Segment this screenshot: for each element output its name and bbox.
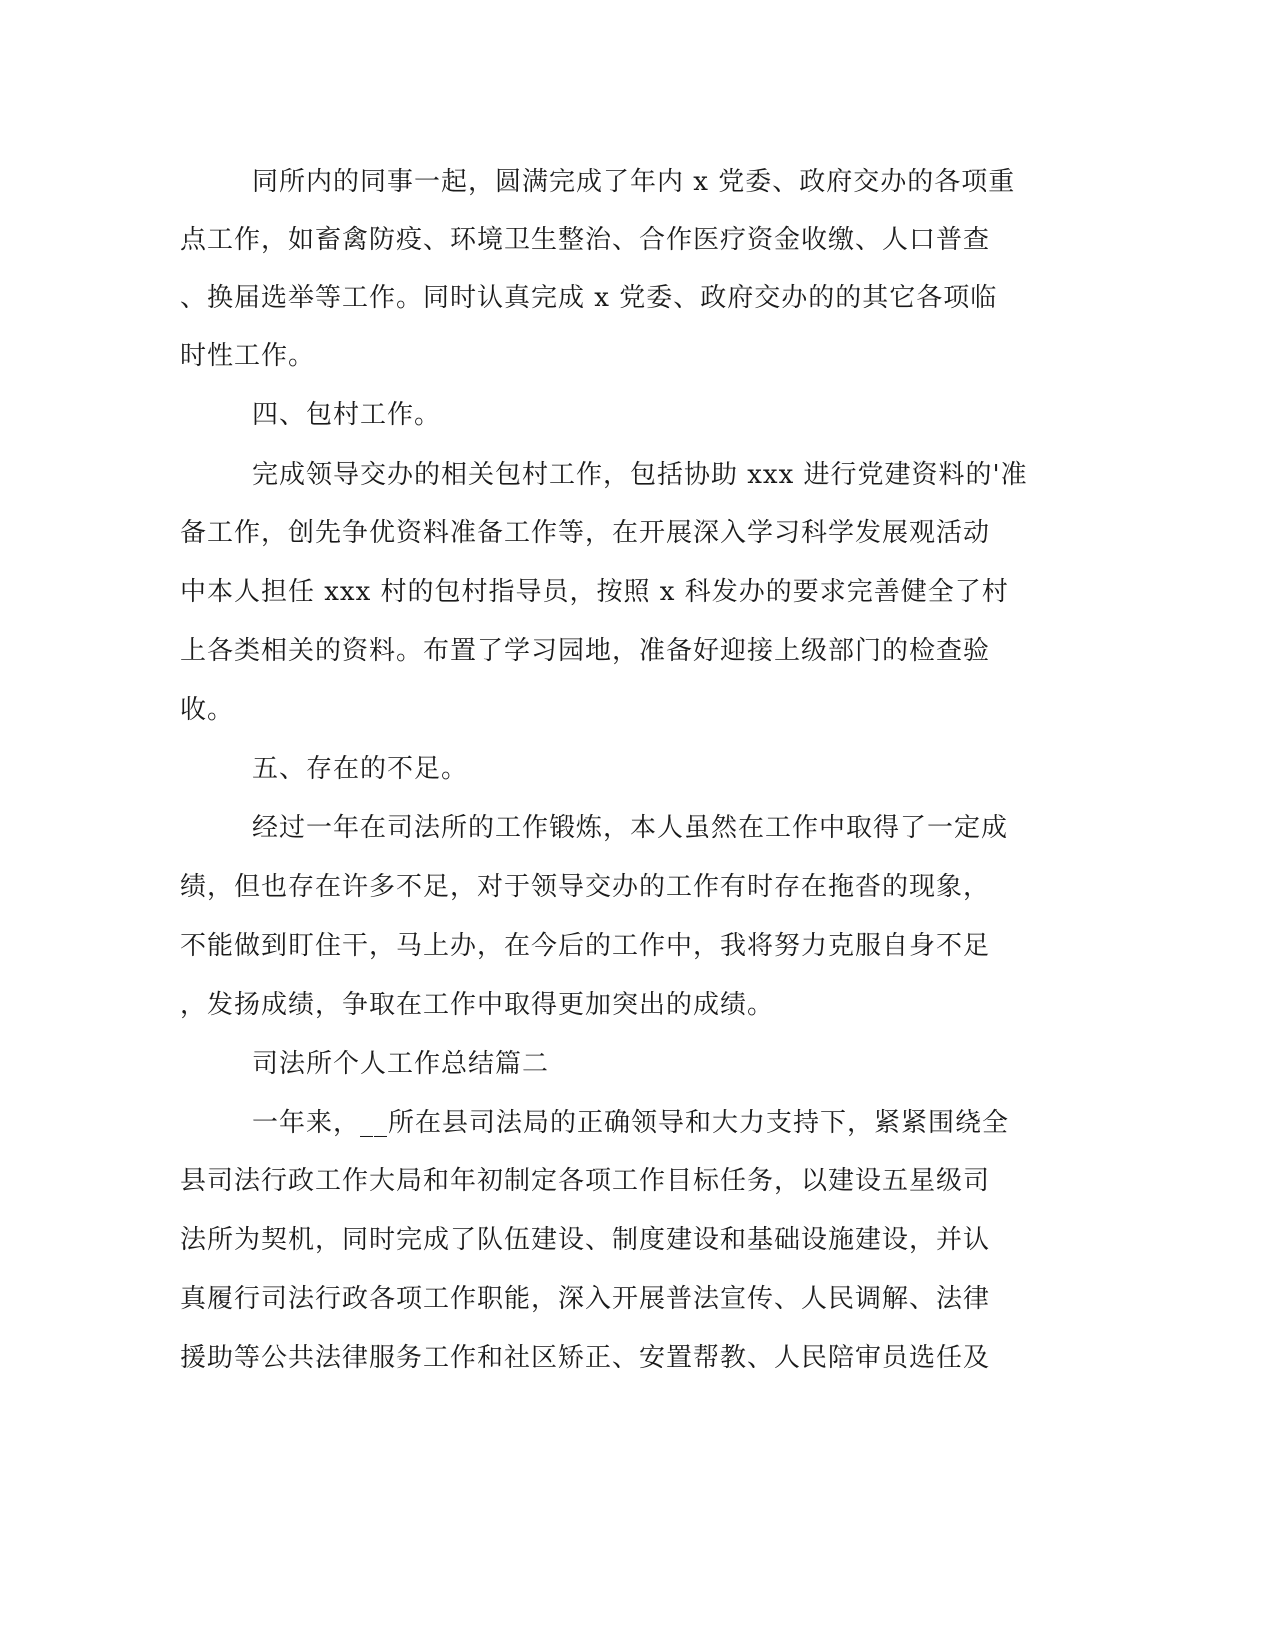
text-line: 时性工作。: [180, 341, 316, 371]
text-line: 一年来，__所在县司法局的正确领导和大力支持下，紧紧围绕全: [252, 1108, 1010, 1138]
text-line: 备工作，创先争优资料准备工作等，在开展深入学习科学发展观活动: [180, 518, 991, 548]
section-heading: 司法所个人工作总结篇二: [252, 1049, 550, 1079]
text-line: 上各类相关的资料。布置了学习园地，准备好迎接上级部门的检查验: [180, 636, 991, 666]
text-line: 中本人担任 xxx 村的包村指导员，按照 x 科发办的要求完善健全了村: [180, 577, 1009, 607]
text-line: 绩，但也存在许多不足，对于领导交办的工作有时存在拖沓的现象，: [180, 872, 991, 902]
text-line: 收。: [180, 695, 235, 725]
text-line: 法所为契机，同时完成了队伍建设、制度建设和基础设施建设，并认: [180, 1225, 991, 1255]
text-line: 县司法行政工作大局和年初制定各项工作目标任务，以建设五星级司: [180, 1166, 991, 1196]
text-line: 不能做到盯住干，马上办，在今后的工作中，我将努力克服自身不足: [180, 931, 991, 961]
text-line: ，发扬成绩，争取在工作中取得更加突出的成绩。: [180, 990, 775, 1020]
text-line: 完成领导交办的相关包村工作，包括协助 xxx 进行党建资料的'准: [252, 460, 1028, 490]
text-line: 经过一年在司法所的工作锻炼，本人虽然在工作中取得了一定成: [252, 813, 1009, 843]
text-line: 援助等公共法律服务工作和社区矫正、安置帮教、人民陪审员选任及: [180, 1343, 991, 1373]
text-line: 点工作，如畜禽防疫、环境卫生整治、合作医疗资金收缴、人口普查: [180, 225, 991, 255]
section-heading: 五、存在的不足。: [252, 754, 469, 784]
text-line: 同所内的同事一起，圆满完成了年内 x 党委、政府交办的各项重: [252, 167, 1016, 197]
section-heading: 四、包村工作。: [252, 400, 442, 430]
text-line: 、换届选举等工作。同时认真完成 x 党委、政府交办的的其它各项临: [180, 283, 998, 313]
text-line: 真履行司法行政各项工作职能，深入开展普法宣传、人民调解、法律: [180, 1284, 991, 1314]
